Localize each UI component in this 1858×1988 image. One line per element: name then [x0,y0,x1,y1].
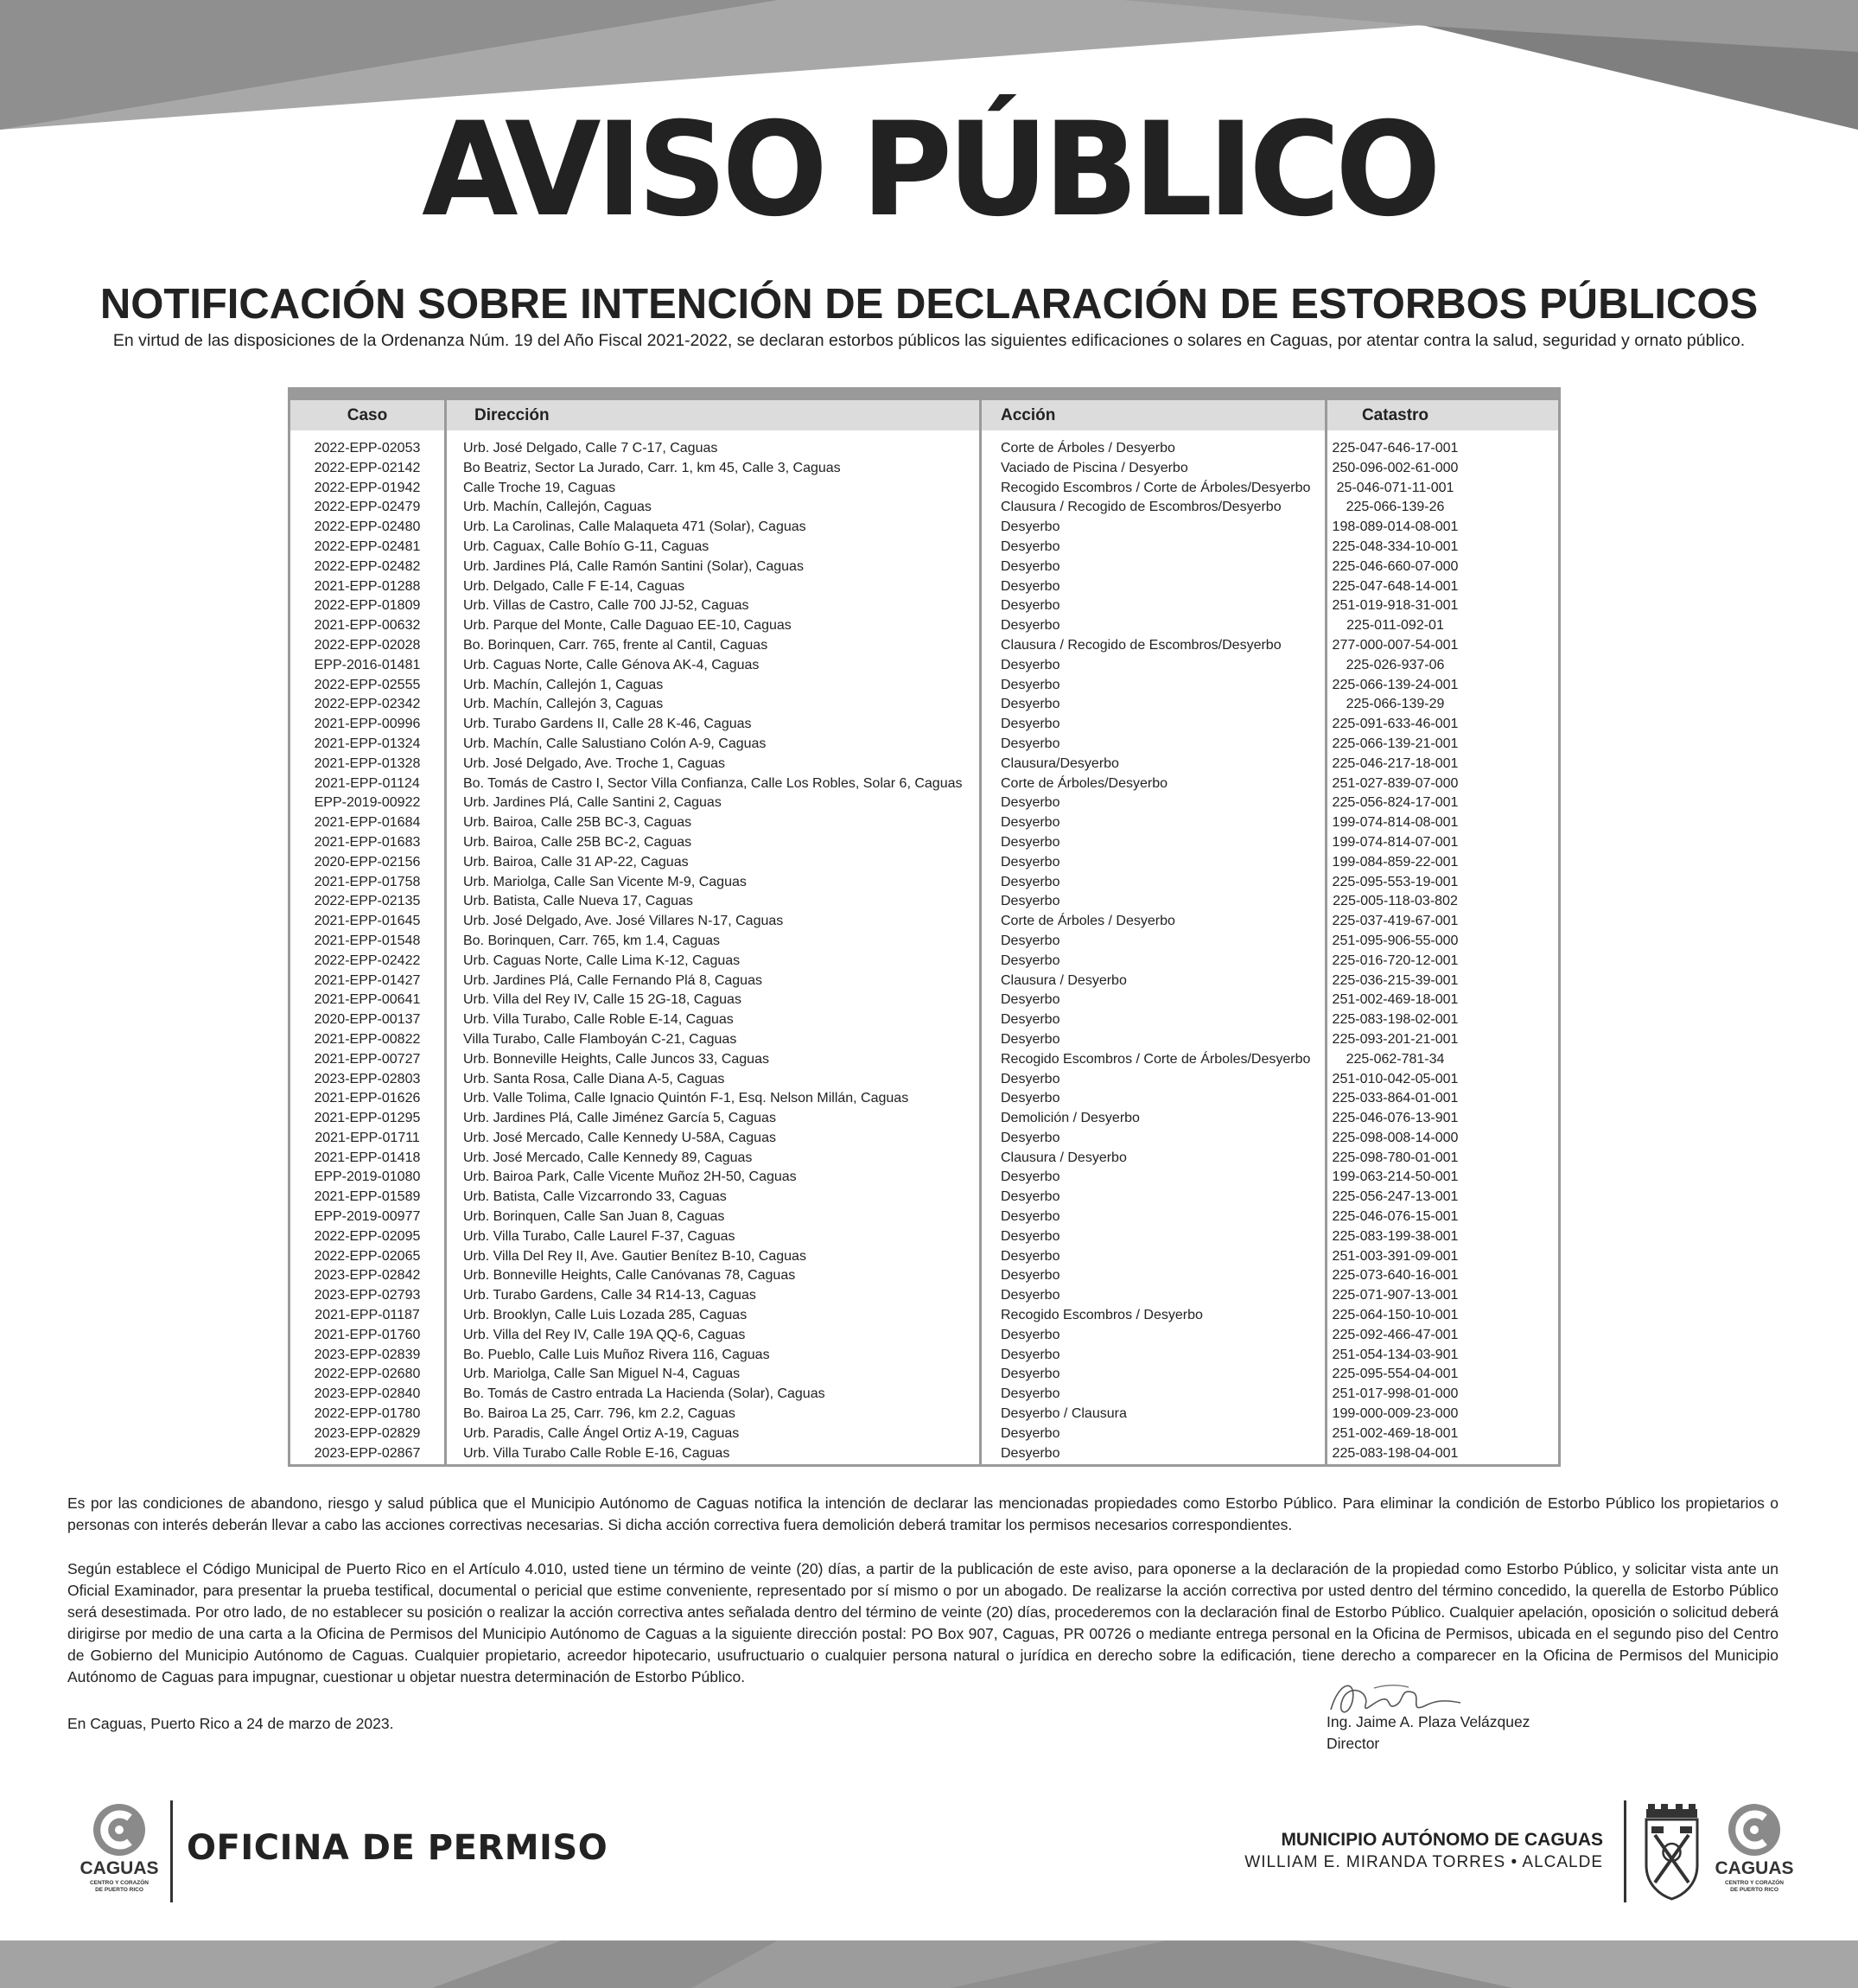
cell-caso: EPP-2019-00977 [314,1209,421,1225]
cell-accion: Desyerbo [1001,1031,1060,1047]
cell-direccion: Urb. Valle Tolima, Calle Ignacio Quintón F-1, Esq. Nelson Millán, Caguas [463,1091,909,1106]
cell-catastro: 199-000-009-23-000 [1332,1406,1459,1422]
cell-caso: 2021-EPP-01760 [314,1327,421,1342]
office-name: OFICINA DE PERMISO [187,1828,608,1868]
table-row [290,1306,1558,1326]
cell-accion: Desyerbo [1001,736,1060,751]
cell-accion: Desyerbo [1001,558,1060,574]
cell-caso: 2022-EPP-01780 [314,1406,421,1422]
cell-direccion: Urb. Caguas Norte, Calle Lima K-12, Caguas [463,953,741,968]
cell-caso: 2021-EPP-01589 [314,1189,421,1205]
cell-direccion: Urb. Villa Turabo, Calle Roble E-14, Caguas [463,1012,734,1028]
cell-direccion: Urb. Paradis, Calle Ángel Ortiz A-19, Caguas [463,1425,740,1441]
cell-caso: 2021-EPP-01645 [314,914,421,929]
cell-direccion: Urb. Villa del Rey IV, Calle 19A QQ-6, Caguas [463,1327,746,1342]
cell-direccion: Urb. Villa del Rey IV, Calle 15 2G-18, Caguas [463,992,741,1008]
cell-catastro: 225-066-139-21-001 [1332,736,1459,751]
cell-catastro: 225-064-150-10-001 [1332,1308,1459,1323]
table-row [290,1424,1558,1444]
cell-direccion: Urb. Bairoa, Calle 31 AP-22, Caguas [463,854,689,870]
cell-direccion: Urb. Bonneville Heights, Calle Juncos 33, Caguas [463,1051,769,1067]
cell-accion: Desyerbo [1001,697,1060,712]
cell-accion: Desyerbo [1001,1386,1060,1402]
cell-catastro: 198-089-014-08-001 [1332,519,1459,535]
page-title: AVISO PÚBLICO [422,95,1436,245]
table-row [290,577,1558,597]
cell-catastro: 199-074-814-08-001 [1332,815,1459,831]
cell-accion: Corte de Árboles/Desyerbo [1001,775,1168,791]
table-row [290,1149,1558,1169]
table-row [290,774,1558,794]
caguas-c-icon [1727,1802,1782,1857]
table-row [290,1266,1558,1286]
table-row [290,656,1558,676]
cell-caso: 2022-EPP-02028 [314,637,421,653]
cell-catastro: 225-033-864-01-001 [1332,1091,1459,1106]
cell-direccion: Urb. Jardines Plá, Calle Santini 2, Caguas [463,795,722,811]
cell-accion: Desyerbo [1001,598,1060,614]
cell-caso: 2021-EPP-00727 [314,1051,421,1067]
cell-direccion: Urb. Bairoa, Calle 25B BC-2, Caguas [463,834,692,850]
notice-subtitle: NOTIFICACIÓN SOBRE INTENCIÓN DE DECLARACIÓN DE ESTORBOS PÚBLICOS [99,281,1759,328]
cell-accion: Desyerbo / Clausura [1001,1406,1127,1422]
cell-accion: Desyerbo [1001,1288,1060,1303]
cell-direccion: Urb. Jardines Plá, Calle Ramón Santini (Solar), Caguas [463,558,804,574]
cell-catastro: 225-046-660-07-000 [1332,558,1459,574]
table-row [290,459,1558,479]
cell-accion: Desyerbo [1001,1425,1060,1441]
cell-accion: Desyerbo [1001,657,1060,672]
cell-catastro: 225-098-780-01-001 [1332,1150,1459,1165]
table-row [290,833,1558,853]
table-row [290,892,1558,912]
table-row [290,932,1558,952]
table-row [290,1444,1558,1464]
table-row [290,1188,1558,1207]
mayor-name: WILLIAM E. MIRANDA TORRES • ALCALDE [1244,1853,1603,1871]
cell-catastro: 225-083-198-04-001 [1332,1445,1459,1461]
notice-paragraph-1: Es por las condiciones de abandono, riesgo y salud pública que el Municipio Autónomo de Caguas notifica la intención de declarar las mencionadas propiedades como Estorbo Público. Para eliminar la condición de Estorbo Público los propietarios o personas con interés deberán llevar a cabo las acciones correctivas necesarias. Si dicha acción correctiva fuera demolición deberá tramitar los permisos necesarios correspondientes. [67,1494,1778,1533]
cell-catastro: 225-066-139-29 [1346,697,1445,712]
cell-direccion: Urb. Parque del Monte, Calle Daguao EE-10, Caguas [463,618,792,634]
cell-caso: 2022-EPP-01809 [314,598,421,614]
table-row [290,1207,1558,1227]
cell-catastro: 225-083-198-02-001 [1332,1012,1459,1028]
cell-caso: 2023-EPP-02839 [314,1347,421,1362]
column-header-caso: Caso [347,406,388,424]
cell-catastro: 225-093-201-21-001 [1332,1031,1459,1047]
cell-caso: 2021-EPP-01427 [314,972,421,988]
cell-direccion: Urb. Bairoa, Calle 25B BC-3, Caguas [463,815,692,831]
table-row [290,479,1558,499]
cell-accion: Desyerbo [1001,992,1060,1008]
cell-direccion: Urb. Brooklyn, Calle Luis Lozada 285, Caguas [463,1308,748,1323]
cell-catastro: 199-074-814-07-001 [1332,834,1459,850]
cell-caso: 2021-EPP-01418 [314,1150,421,1165]
cell-accion: Desyerbo [1001,618,1060,634]
cell-caso: 2020-EPP-00137 [314,1012,421,1028]
cell-caso: 2022-EPP-02342 [314,697,421,712]
cell-caso: 2021-EPP-01187 [315,1308,420,1323]
table-row [290,793,1558,813]
cell-caso: 2023-EPP-02793 [314,1288,421,1303]
table-row [290,873,1558,893]
cell-caso: 2021-EPP-01683 [314,834,421,850]
cell-direccion: Urb. Mariolga, Calle San Miguel N-4, Caguas [463,1367,741,1382]
cell-caso: 2023-EPP-02842 [314,1268,421,1284]
table-row [290,912,1558,932]
cell-accion: Desyerbo [1001,815,1060,831]
cell-caso: 2021-EPP-01684 [314,815,421,831]
cell-caso: 2021-EPP-01295 [314,1111,421,1126]
table-row [290,952,1558,972]
cell-caso: 2021-EPP-01328 [314,755,421,771]
cell-direccion: Urb. Villa Turabo Calle Roble E-16, Caguas [463,1445,730,1461]
cell-accion: Desyerbo [1001,538,1060,554]
cell-catastro: 225-056-247-13-001 [1332,1189,1459,1205]
table-row [290,813,1558,833]
cell-catastro: 225-083-199-38-001 [1332,1228,1459,1244]
cell-accion: Clausura / Desyerbo [1001,972,1127,988]
cell-direccion: Urb. José Delgado, Calle 7 C-17, Caguas [463,441,718,456]
cell-direccion: Urb. Machín, Callejón, Caguas [463,500,652,515]
bottom-decorative-band [0,1940,1858,1988]
caguas-logo [76,1802,162,1902]
cell-catastro: 199-084-859-22-001 [1332,854,1459,870]
table-row [290,1385,1558,1405]
column-header-accion: Acción [1001,406,1056,424]
cell-caso: EPP-2016-01481 [314,657,421,672]
logo-wordmark: CAGUAS [1715,1858,1794,1878]
table-row [290,695,1558,715]
cell-catastro: 225-046-076-15-001 [1332,1209,1459,1225]
table-row [290,636,1558,656]
cell-catastro: 225-095-553-19-001 [1332,874,1459,889]
cell-caso: 2022-EPP-02482 [314,558,421,574]
cell-catastro: 225-047-646-17-001 [1332,441,1459,456]
cell-catastro: 225-037-419-67-001 [1332,914,1459,929]
footer-divider [170,1800,173,1902]
cell-catastro: 225-073-640-16-001 [1332,1268,1459,1284]
cell-caso: 2022-EPP-02680 [314,1367,421,1382]
cell-direccion: Urb. José Delgado, Ave. Troche 1, Caguas [463,755,725,771]
cell-caso: 2021-EPP-00632 [314,618,421,634]
cell-direccion: Calle Troche 19, Caguas [463,480,616,495]
cell-accion: Desyerbo [1001,1347,1060,1362]
cell-direccion: Urb. Villas de Castro, Calle 700 JJ-52, Caguas [463,598,749,614]
cell-direccion: Urb. Machín, Calle Salustiano Colón A-9, Caguas [463,736,767,751]
cell-accion: Demolición / Desyerbo [1001,1111,1140,1126]
footer-divider [1624,1800,1626,1902]
table-row [290,972,1558,991]
cell-accion: Desyerbo [1001,1248,1060,1264]
cell-caso: EPP-2019-01080 [314,1169,421,1185]
column-header-direccion: Dirección [474,406,550,424]
cell-direccion: Urb. Jardines Plá, Calle Fernando Plá 8, Caguas [463,972,762,988]
cell-direccion: Villa Turabo, Calle Flamboyán C-21, Caguas [463,1031,737,1047]
cell-catastro: 277-000-007-54-001 [1332,637,1459,653]
cell-accion: Desyerbo [1001,1130,1060,1145]
table-row [290,755,1558,774]
cell-caso: 2022-EPP-02481 [314,538,421,554]
table-row [290,1405,1558,1424]
intro-text: En virtud de las disposiciones de la Ordenanza Núm. 19 del Año Fiscal 2021-2022, se declaran estorbos públicos las siguientes edificaciones o solares en Caguas, por atentar contra la salud, seguridad y ornato público. [112,331,1746,350]
cell-accion: Clausura / Recogido de Escombros/Desyerbo [1001,637,1282,653]
cell-catastro: 251-054-134-03-901 [1332,1347,1459,1362]
cell-caso: 2021-EPP-00996 [314,717,421,732]
cell-direccion: Urb. Turabo Gardens II, Calle 28 K-46, Caguas [463,717,752,732]
cell-direccion: Urb. José Delgado, Ave. José Villares N-17, Caguas [463,914,784,929]
table-row [290,1010,1558,1030]
cell-catastro: 199-063-214-50-001 [1332,1169,1459,1185]
cell-caso: 2021-EPP-01548 [314,933,421,948]
cell-accion: Desyerbo [1001,834,1060,850]
cell-accion: Corte de Árboles / Desyerbo [1001,441,1175,456]
cell-accion: Desyerbo [1001,519,1060,535]
cell-caso: 2021-EPP-01288 [314,578,421,594]
cell-caso: 2021-EPP-01124 [315,775,420,791]
cell-direccion: Urb. José Mercado, Calle Kennedy 89, Caguas [463,1150,753,1165]
cell-catastro: 251-095-906-55-000 [1332,933,1459,948]
table-row [290,1365,1558,1385]
cell-direccion: Urb. Caguax, Calle Bohío G-11, Caguas [463,538,709,554]
table-row [290,1129,1558,1149]
cell-direccion: Urb. La Carolinas, Calle Malaqueta 471 (Solar), Caguas [463,519,806,535]
cell-direccion: Urb. Machín, Callejón 3, Caguas [463,697,664,712]
cell-catastro: 225-016-720-12-001 [1332,953,1459,968]
cell-direccion: Urb. Machín, Callejón 1, Caguas [463,677,664,692]
cell-caso: 2021-EPP-01626 [314,1091,421,1106]
cell-catastro: 225-056-824-17-001 [1332,795,1459,811]
cell-accion: Desyerbo [1001,1189,1060,1205]
cell-accion: Desyerbo [1001,894,1060,909]
table-row [290,518,1558,538]
cell-direccion: Urb. Caguas Norte, Calle Génova AK-4, Caguas [463,657,760,672]
cell-accion: Desyerbo [1001,1327,1060,1342]
cell-caso: 2023-EPP-02803 [314,1071,421,1086]
logo-tagline: CENTRO Y CORAZÓN DE PUERTO RICO [89,1880,149,1893]
table-row [290,439,1558,459]
notice-paragraph-2: Según establece el Código Municipal de Puerto Rico en el Artículo 4.010, usted tiene un término de veinte (20) días, a partir de la publicación de este aviso, para oponerse a la declaración de la propiedad como Estorbo Público, y solicitar vista ante un Oficial Examinador, para presentar la prueba testifical, documental o pericial que estime conveniente, representado por sí mismo o por un abogado. De realizarse la acción correctiva por usted dentro del término concedido, la querella de Estorbo Público será desestimada. Por otro lado, de no establecer su posición o realizar la acción correctiva antes señalada dentro del término de veinte (20) días, procederemos con la declaración final de Estorbo Público. Cualquier apelación, oposición o solicitud deberá dirigirse por medio de una carta a la Oficina de Permisos del Municipio Autónomo de Caguas a la siguiente dirección postal: PO Box 907, Caguas, PR 00726 o mediante entrega personal en la Oficina de Permisos, ubicada en el segundo piso del Centro de Gobierno del Municipio Autónomo de Caguas. Cualquier propietario, acreedor hipotecario, usufructuario o cualquier persona natural o jurídica en derecho sobre la edificación, tiene derecho a comparecer en la Oficina de Permisos del Municipio Autónomo de Caguas para impugnar, cuestionar u objetar nuestra determinación de Estorbo Público. [67,1560,1778,1685]
table-row [290,596,1558,616]
cell-catastro: 251-002-469-18-001 [1332,1425,1459,1441]
cell-caso: 2020-EPP-02156 [314,854,421,870]
cell-caso: 2022-EPP-02422 [314,953,421,968]
cell-catastro: 225-011-092-01 [1346,618,1444,634]
table-row [290,735,1558,755]
cell-caso: 2022-EPP-02053 [314,441,421,456]
cell-catastro: 225-036-215-39-001 [1332,972,1459,988]
table-row [290,991,1558,1010]
cell-catastro: 251-002-469-18-001 [1332,992,1459,1008]
cell-direccion: Bo. Borinquen, Carr. 765, km 1.4, Caguas [463,933,721,948]
cell-catastro: 250-096-002-61-000 [1332,460,1459,475]
cell-direccion: Urb. Mariolga, Calle San Vicente M-9, Caguas [463,874,747,889]
table-header [290,400,1558,430]
cell-direccion: Urb. Jardines Plá, Calle Jiménez García 5, Caguas [463,1111,776,1126]
cell-catastro: 225-098-008-14-000 [1332,1130,1459,1145]
cell-accion: Recogido Escombros / Desyerbo [1001,1308,1203,1323]
cell-accion: Desyerbo [1001,578,1060,594]
cell-direccion: Urb. Borinquen, Calle San Juan 8, Caguas [463,1209,725,1225]
cell-caso: 2021-EPP-00641 [314,992,421,1008]
cell-accion: Desyerbo [1001,933,1060,948]
cell-accion: Clausura/Desyerbo [1001,755,1119,771]
cell-catastro: 225-066-139-24-001 [1332,677,1459,692]
cell-catastro: 225-048-334-10-001 [1332,538,1459,554]
cell-direccion: Urb. Bonneville Heights, Calle Canóvanas 78, Caguas [463,1268,796,1284]
table-row [290,558,1558,577]
caguas-logo [1711,1802,1798,1902]
cell-caso: 2022-EPP-02479 [314,500,421,515]
cell-catastro: 225-026-937-06 [1346,657,1445,672]
cell-caso: 2022-EPP-01942 [314,480,421,495]
cell-accion: Desyerbo [1001,795,1060,811]
caguas-c-icon [92,1802,147,1857]
cell-catastro: 251-010-042-05-001 [1332,1071,1459,1086]
cell-accion: Desyerbo [1001,1367,1060,1382]
cell-accion: Recogido Escombros / Corte de Árboles/Desyerbo [1001,480,1311,495]
signer-title: Director [1327,1735,1380,1752]
cell-direccion: Urb. Batista, Calle Nueva 17, Caguas [463,894,693,909]
table-row [290,1070,1558,1090]
cell-direccion: Urb. José Mercado, Calle Kennedy U-58A, Caguas [463,1130,776,1145]
cell-caso: 2023-EPP-02829 [314,1425,421,1441]
table-row [290,538,1558,558]
cell-caso: EPP-2019-00922 [314,795,421,811]
table-row [290,1247,1558,1267]
cell-catastro: 225-046-217-18-001 [1332,755,1459,771]
cell-accion: Desyerbo [1001,677,1060,692]
cell-catastro: 251-003-391-09-001 [1332,1248,1459,1264]
cell-direccion: Bo. Borinquen, Carr. 765, frente al Cantil, Caguas [463,637,768,653]
cell-catastro: 225-005-118-03-802 [1333,894,1458,909]
table-row [290,1168,1558,1188]
cell-accion: Clausura / Recogido de Escombros/Desyerbo [1001,500,1282,515]
cell-direccion: Urb. Bairoa Park, Calle Vicente Muñoz 2H-50, Caguas [463,1169,797,1185]
table-row [290,616,1558,636]
cell-accion: Desyerbo [1001,1228,1060,1244]
cell-catastro: 251-017-998-01-000 [1332,1386,1459,1402]
cell-caso: 2021-EPP-01711 [315,1130,420,1145]
cell-caso: 2022-EPP-02480 [314,519,421,535]
cell-catastro: 225-046-076-13-901 [1332,1111,1459,1126]
cell-accion: Recogido Escombros / Corte de Árboles/Desyerbo [1001,1051,1311,1067]
cell-accion: Desyerbo [1001,1071,1060,1086]
cell-accion: Vaciado de Piscina / Desyerbo [1001,460,1188,475]
table-row [290,1030,1558,1050]
cell-catastro: 225-092-466-47-001 [1332,1327,1459,1342]
cell-catastro: 225-091-633-46-001 [1332,717,1459,732]
cell-catastro: 225-066-139-26 [1346,500,1445,515]
cell-direccion: Bo. Tomás de Castro I, Sector Villa Confianza, Calle Los Robles, Solar 6, Caguas [463,775,963,791]
date-line: En Caguas, Puerto Rico a 24 de marzo de 2023. [67,1715,394,1732]
cell-catastro: 251-019-918-31-001 [1332,598,1459,614]
cell-accion: Corte de Árboles / Desyerbo [1001,914,1175,929]
cell-caso: 2021-EPP-01758 [314,874,421,889]
cell-caso: 2023-EPP-02840 [314,1386,421,1402]
cell-catastro: 225-047-648-14-001 [1332,578,1459,594]
table-row [290,1089,1558,1109]
cell-direccion: Urb. Delgado, Calle F E-14, Caguas [463,578,685,594]
table-row [290,1326,1558,1346]
cell-direccion: Urb. Batista, Calle Vizcarrondo 33, Caguas [463,1189,727,1205]
cell-direccion: Bo Beatriz, Sector La Jurado, Carr. 1, km 45, Calle 3, Caguas [463,460,841,475]
table-row [290,1346,1558,1366]
column-header-catastro: Catastro [1361,406,1429,424]
cell-caso: 2021-EPP-01324 [314,736,421,751]
cell-accion: Desyerbo [1001,1169,1060,1185]
cell-accion: Desyerbo [1001,1445,1060,1461]
cell-accion: Desyerbo [1001,717,1060,732]
cell-caso: 2022-EPP-02555 [314,677,421,692]
cell-accion: Desyerbo [1001,1091,1060,1106]
cell-direccion: Bo. Bairoa La 25, Carr. 796, km 2.2, Caguas [463,1406,735,1422]
table-top-bar [290,390,1558,400]
cell-direccion: Bo. Tomás de Castro entrada La Hacienda (Solar), Caguas [463,1386,825,1402]
cell-catastro: 225-071-907-13-001 [1332,1288,1459,1303]
cell-accion: Desyerbo [1001,854,1060,870]
municipal-seal-icon [1639,1800,1704,1902]
cell-caso: 2022-EPP-02142 [314,460,421,475]
cell-caso: 2022-EPP-02095 [314,1228,421,1244]
cell-catastro: 25-046-071-11-001 [1336,480,1454,495]
table-row [290,1109,1558,1129]
cell-direccion: Urb. Villa Del Rey II, Ave. Gautier Benítez B-10, Caguas [463,1248,806,1264]
municipality-name: MUNICIPIO AUTÓNOMO DE CAGUAS [1281,1830,1603,1850]
logo-wordmark: CAGUAS [80,1858,159,1878]
table-row [290,1227,1558,1247]
table-row [290,676,1558,696]
cell-accion: Desyerbo [1001,1268,1060,1284]
cell-accion: Desyerbo [1001,953,1060,968]
cell-catastro: 225-062-781-34 [1346,1051,1445,1067]
table-row [290,498,1558,518]
cell-accion: Desyerbo [1001,1209,1060,1225]
cell-caso: 2023-EPP-02867 [314,1445,421,1461]
cell-accion: Desyerbo [1001,874,1060,889]
table-row [290,715,1558,735]
cell-caso: 2022-EPP-02135 [314,894,421,909]
cell-accion: Desyerbo [1001,1012,1060,1028]
cell-direccion: Urb. Villa Turabo, Calle Laurel F-37, Caguas [463,1228,735,1244]
cell-direccion: Bo. Pueblo, Calle Luis Muñoz Rivera 116, Caguas [463,1347,770,1362]
signer-name: Ing. Jaime A. Plaza Velázquez [1327,1713,1530,1730]
cell-direccion: Urb. Santa Rosa, Calle Diana A-5, Caguas [463,1071,725,1086]
table-row [290,1050,1558,1070]
logo-tagline: CENTRO Y CORAZÓN DE PUERTO RICO [1724,1880,1784,1893]
table-body [290,439,1558,1463]
table-row [290,853,1558,873]
cell-caso: 2021-EPP-00822 [314,1031,421,1047]
cell-catastro: 251-027-839-07-000 [1332,775,1459,791]
nuisance-table [288,387,1561,1467]
table-row [290,1286,1558,1306]
cell-accion: Clausura / Desyerbo [1001,1150,1127,1165]
cell-direccion: Urb. Turabo Gardens, Calle 34 R14-13, Caguas [463,1288,756,1303]
cell-catastro: 225-095-554-04-001 [1332,1367,1459,1382]
cell-caso: 2022-EPP-02065 [314,1248,421,1264]
